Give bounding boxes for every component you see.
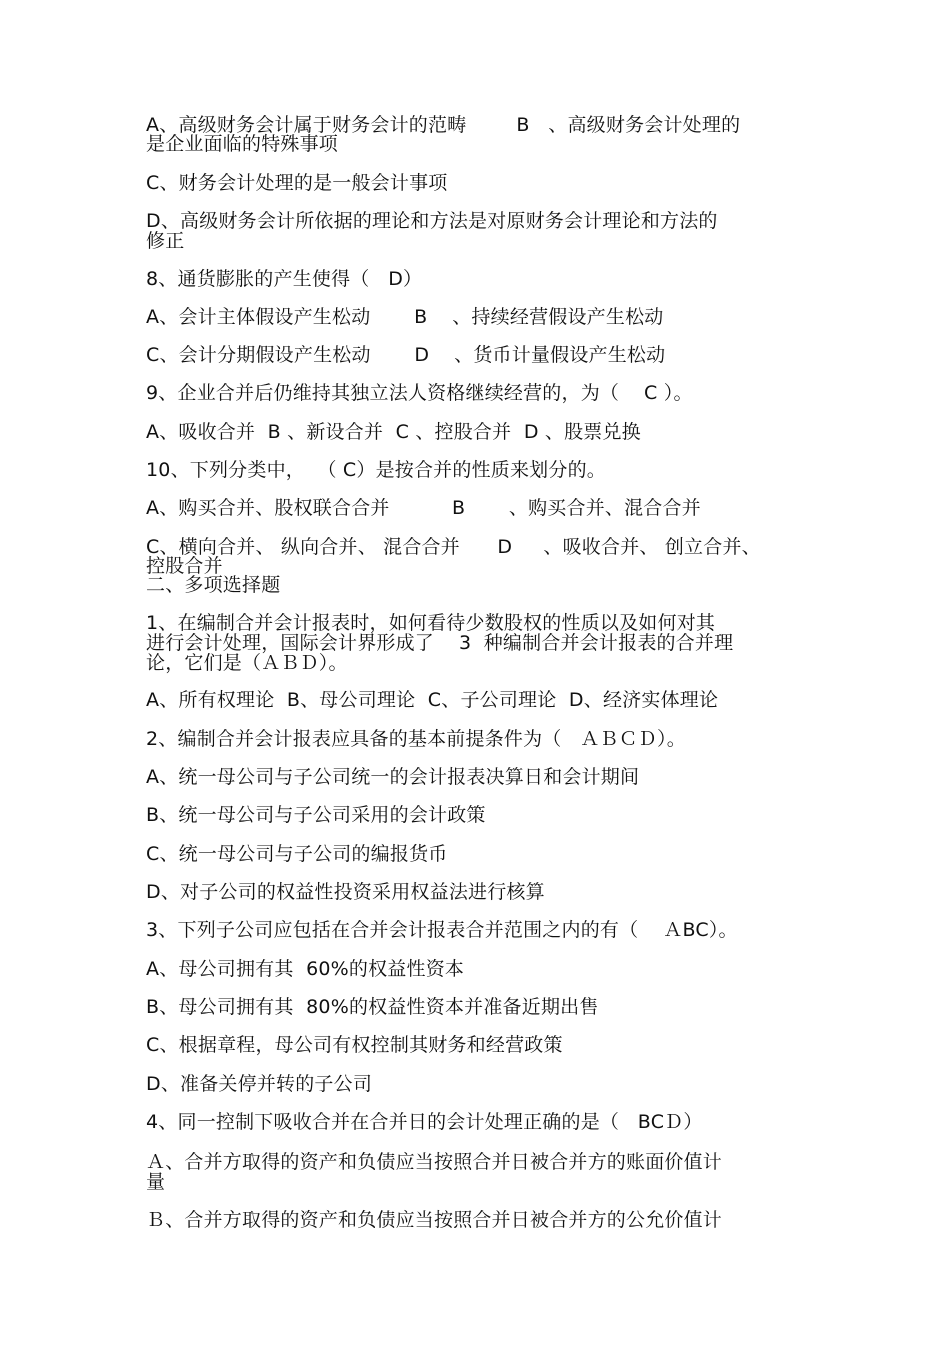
text-line: 进行会计处理，国际会计界形成了 3 种编制合并会计报表的合并理 [146, 632, 734, 654]
text-line: 4、同一控制下吸收合并在合并日的会计处理正确的是（ BCＤ） [146, 1111, 703, 1133]
text-line: 3、下列子公司应包括在合并会计报表合并范围之内的有（ ＡBC）。 [146, 919, 738, 941]
text-line: C、横向合并、 纵向合并、 混合合并 D 、吸收合并、 创立合并、 [146, 536, 761, 558]
text-line: 修正 [146, 230, 185, 252]
text-line: C、会计分期假设产生松动 D 、货币计量假设产生松动 [146, 344, 666, 366]
text-line: 量 [146, 1171, 166, 1193]
text-line: B、统一母公司与子公司采用的会计政策 [146, 804, 486, 826]
text-line: 是企业面临的特殊事项 [146, 133, 339, 155]
text-line: Ａ、合并方取得的资产和负债应当按照合并日被合并方的账面价值计 [146, 1151, 723, 1173]
text-line: 10、下列分类中， （ C）是按合并的性质来划分的。 [146, 459, 606, 481]
text-line: B、母公司拥有其 80%的权益性资本并准备近期出售 [146, 996, 599, 1018]
text-line: 控股合并 [146, 555, 223, 577]
text-line: C、根据章程，母公司有权控制其财务和经营政策 [146, 1034, 563, 1056]
text-line: A、吸收合并 B 、新设合并 C 、控股合并 D 、股票兑换 [146, 421, 641, 443]
text-line: Ｂ、合并方取得的资产和负债应当按照合并日被合并方的公允价值计 [146, 1209, 723, 1231]
text-line: C、统一母公司与子公司的编报货币 [146, 843, 448, 865]
text-line: A、高级财务会计属于财务会计的范畴 B 、高级财务会计处理的 [146, 114, 741, 136]
text-line: C、财务会计处理的是一般会计事项 [146, 172, 448, 194]
section-heading: 二、多项选择题 [146, 574, 281, 596]
text-line: 8、通货膨胀的产生使得（ D） [146, 268, 423, 290]
text-line: A、会计主体假设产生松动 B 、持续经营假设产生松动 [146, 306, 664, 328]
text-line: D、高级财务会计所依据的理论和方法是对原财务会计理论和方法的 [146, 210, 718, 232]
text-line: A、所有权理论 B、母公司理论 C、子公司理论 D、经济实体理论 [146, 689, 719, 711]
text-line: D、准备关停并转的子公司 [146, 1073, 373, 1095]
text-line: A、购买合并、股权联合合并 B 、购买合并、混合合并 [146, 497, 701, 519]
text-line: 1、在编制合并会计报表时，如何看待少数股权的性质以及如何对其 [146, 612, 716, 634]
text-line: D、对子公司的权益性投资采用权益法进行核算 [146, 881, 545, 903]
text-line: A、统一母公司与子公司统一的会计报表决算日和会计期间 [146, 766, 640, 788]
text-line: 9、企业合并后仍维持其独立法人资格继续经营的，为（ C ）。 [146, 382, 693, 404]
text-line: 论，它们是（ＡＢＤ）。 [146, 652, 348, 674]
text-line: A、母公司拥有其 60%的权益性资本 [146, 958, 465, 980]
text-line: 2、编制合并会计报表应具备的基本前提条件为（ ＡＢＣＤ）。 [146, 728, 686, 750]
